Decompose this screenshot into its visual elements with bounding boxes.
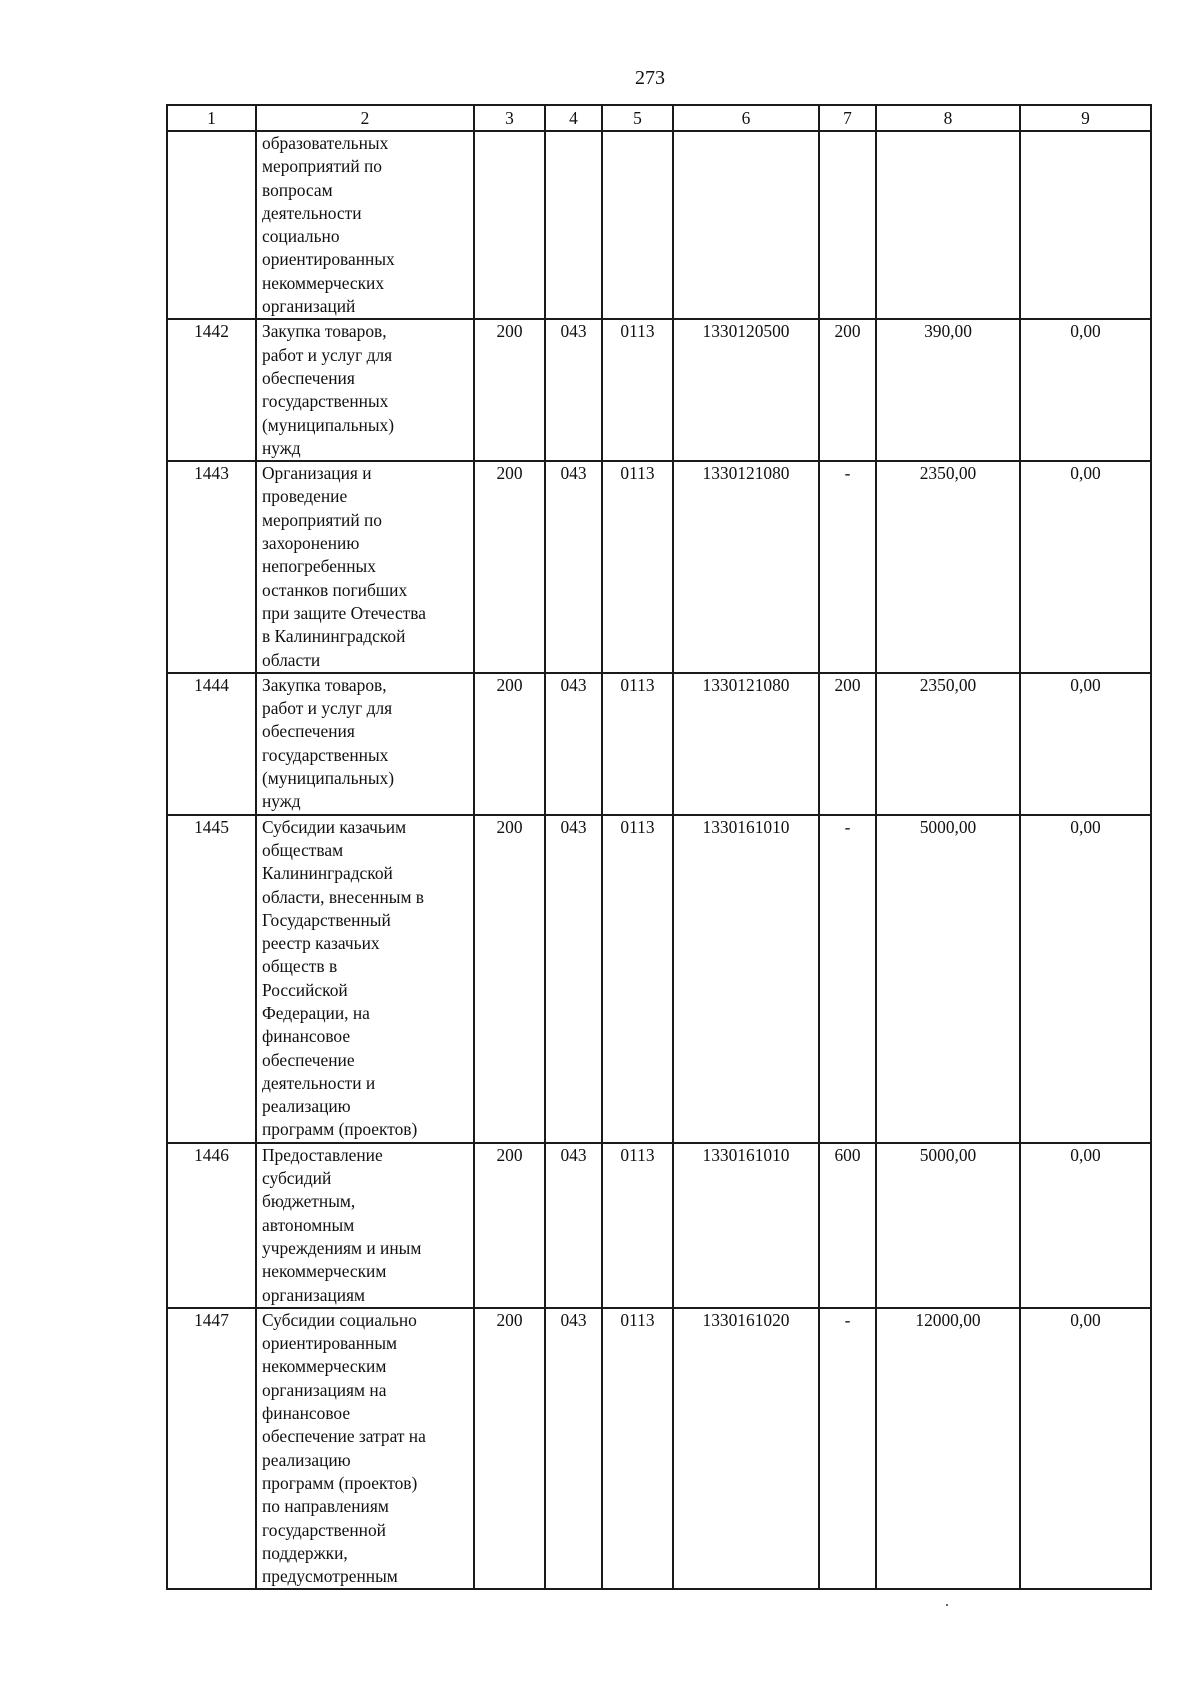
row-col7 — [819, 131, 876, 319]
row-col3: 200 — [474, 461, 545, 673]
table-row — [167, 319, 1151, 461]
header-cell: 6 — [673, 105, 819, 131]
table-row — [167, 131, 1151, 319]
row-description: Организация и проведение мероприятий по захоронению непогребенных останков погибших при защите Отечества в Калининградской области — [256, 461, 474, 673]
row-col3: 200 — [474, 815, 545, 1143]
row-number: 1444 — [167, 673, 256, 815]
row-col7: 600 — [819, 1143, 876, 1308]
header-cell: 9 — [1020, 105, 1151, 131]
header-cell: 5 — [602, 105, 673, 131]
row-col9: 0,00 — [1020, 319, 1151, 461]
header-cell: 4 — [545, 105, 602, 131]
row-description: Предоставление субсидий бюджетным, автономным учреждениям и иным некоммерческим организациям — [256, 1143, 474, 1308]
row-col7: 200 — [819, 673, 876, 815]
row-col3: 200 — [474, 673, 545, 815]
row-number: 1447 — [167, 1308, 256, 1590]
row-col3: 200 — [474, 1143, 545, 1308]
row-col7: 200 — [819, 319, 876, 461]
table-row — [167, 1143, 1151, 1308]
row-col9 — [1020, 131, 1151, 319]
row-col6: 1330161020 — [673, 1308, 819, 1590]
row-description: Субсидии социально ориентированным некоммерческим организациям на финансовое обеспечение затрат на реализацию программ (проектов) по направлениям государственной поддержки, предусмотренным — [256, 1308, 474, 1590]
header-cell: 7 — [819, 105, 876, 131]
table-header — [167, 105, 1151, 131]
row-col6: 1330161010 — [673, 815, 819, 1143]
table-row — [167, 461, 1151, 673]
row-col7: - — [819, 461, 876, 673]
header-cell: 2 — [256, 105, 474, 131]
row-col8: 5000,00 — [876, 815, 1020, 1143]
row-col9: 0,00 — [1020, 673, 1151, 815]
header-row — [167, 105, 1151, 131]
row-number — [167, 131, 256, 319]
row-col4: 043 — [545, 1308, 602, 1590]
row-col7: - — [819, 1308, 876, 1590]
row-number: 1442 — [167, 319, 256, 461]
row-col9: 0,00 — [1020, 1143, 1151, 1308]
row-col3: 200 — [474, 1308, 545, 1590]
row-col4: 043 — [545, 673, 602, 815]
row-col5: 0113 — [602, 1143, 673, 1308]
header-cell: 3 — [474, 105, 545, 131]
budget-table — [166, 104, 1152, 1590]
row-col3: 200 — [474, 319, 545, 461]
row-description: Субсидии казачьим обществам Калининградской области, внесенным в Государственный реестр казачьих обществ в Российской Федерации, на финансовое обеспечение деятельности и реализацию программ (проектов) — [256, 815, 474, 1143]
row-col5: 0113 — [602, 673, 673, 815]
row-description: Закупка товаров, работ и услуг для обеспечения государственных (муниципальных) нужд — [256, 319, 474, 461]
row-col6: 1330161010 — [673, 1143, 819, 1308]
row-col6 — [673, 131, 819, 319]
row-number: 1443 — [167, 461, 256, 673]
row-col6: 1330120500 — [673, 319, 819, 461]
row-col9: 0,00 — [1020, 1308, 1151, 1590]
row-col7: - — [819, 815, 876, 1143]
row-col4: 043 — [545, 815, 602, 1143]
row-col8: 2350,00 — [876, 461, 1020, 673]
row-col8 — [876, 131, 1020, 319]
row-col4 — [545, 131, 602, 319]
page-number: 273 — [635, 67, 665, 89]
row-col5: 0113 — [602, 461, 673, 673]
row-col4: 043 — [545, 1143, 602, 1308]
row-col9: 0,00 — [1020, 461, 1151, 673]
table-row — [167, 673, 1151, 815]
row-col8: 5000,00 — [876, 1143, 1020, 1308]
table-row — [167, 815, 1151, 1143]
scan-speck — [946, 1604, 948, 1606]
row-description: Закупка товаров, работ и услуг для обеспечения государственных (муниципальных) нужд — [256, 673, 474, 815]
row-col5: 0113 — [602, 1308, 673, 1590]
row-col9: 0,00 — [1020, 815, 1151, 1143]
header-cell: 1 — [167, 105, 256, 131]
row-col5: 0113 — [602, 815, 673, 1143]
row-col5: 0113 — [602, 319, 673, 461]
row-number: 1445 — [167, 815, 256, 1143]
header-cell: 8 — [876, 105, 1020, 131]
table-row — [167, 1308, 1151, 1590]
row-col8: 2350,00 — [876, 673, 1020, 815]
row-col6: 1330121080 — [673, 673, 819, 815]
row-col8: 390,00 — [876, 319, 1020, 461]
row-number: 1446 — [167, 1143, 256, 1308]
row-col8: 12000,00 — [876, 1308, 1020, 1590]
row-col6: 1330121080 — [673, 461, 819, 673]
row-col4: 043 — [545, 319, 602, 461]
row-col3 — [474, 131, 545, 319]
row-description: образовательных мероприятий по вопросам деятельности социально ориентированных некоммерческих организаций — [256, 131, 474, 319]
row-col5 — [602, 131, 673, 319]
row-col4: 043 — [545, 461, 602, 673]
